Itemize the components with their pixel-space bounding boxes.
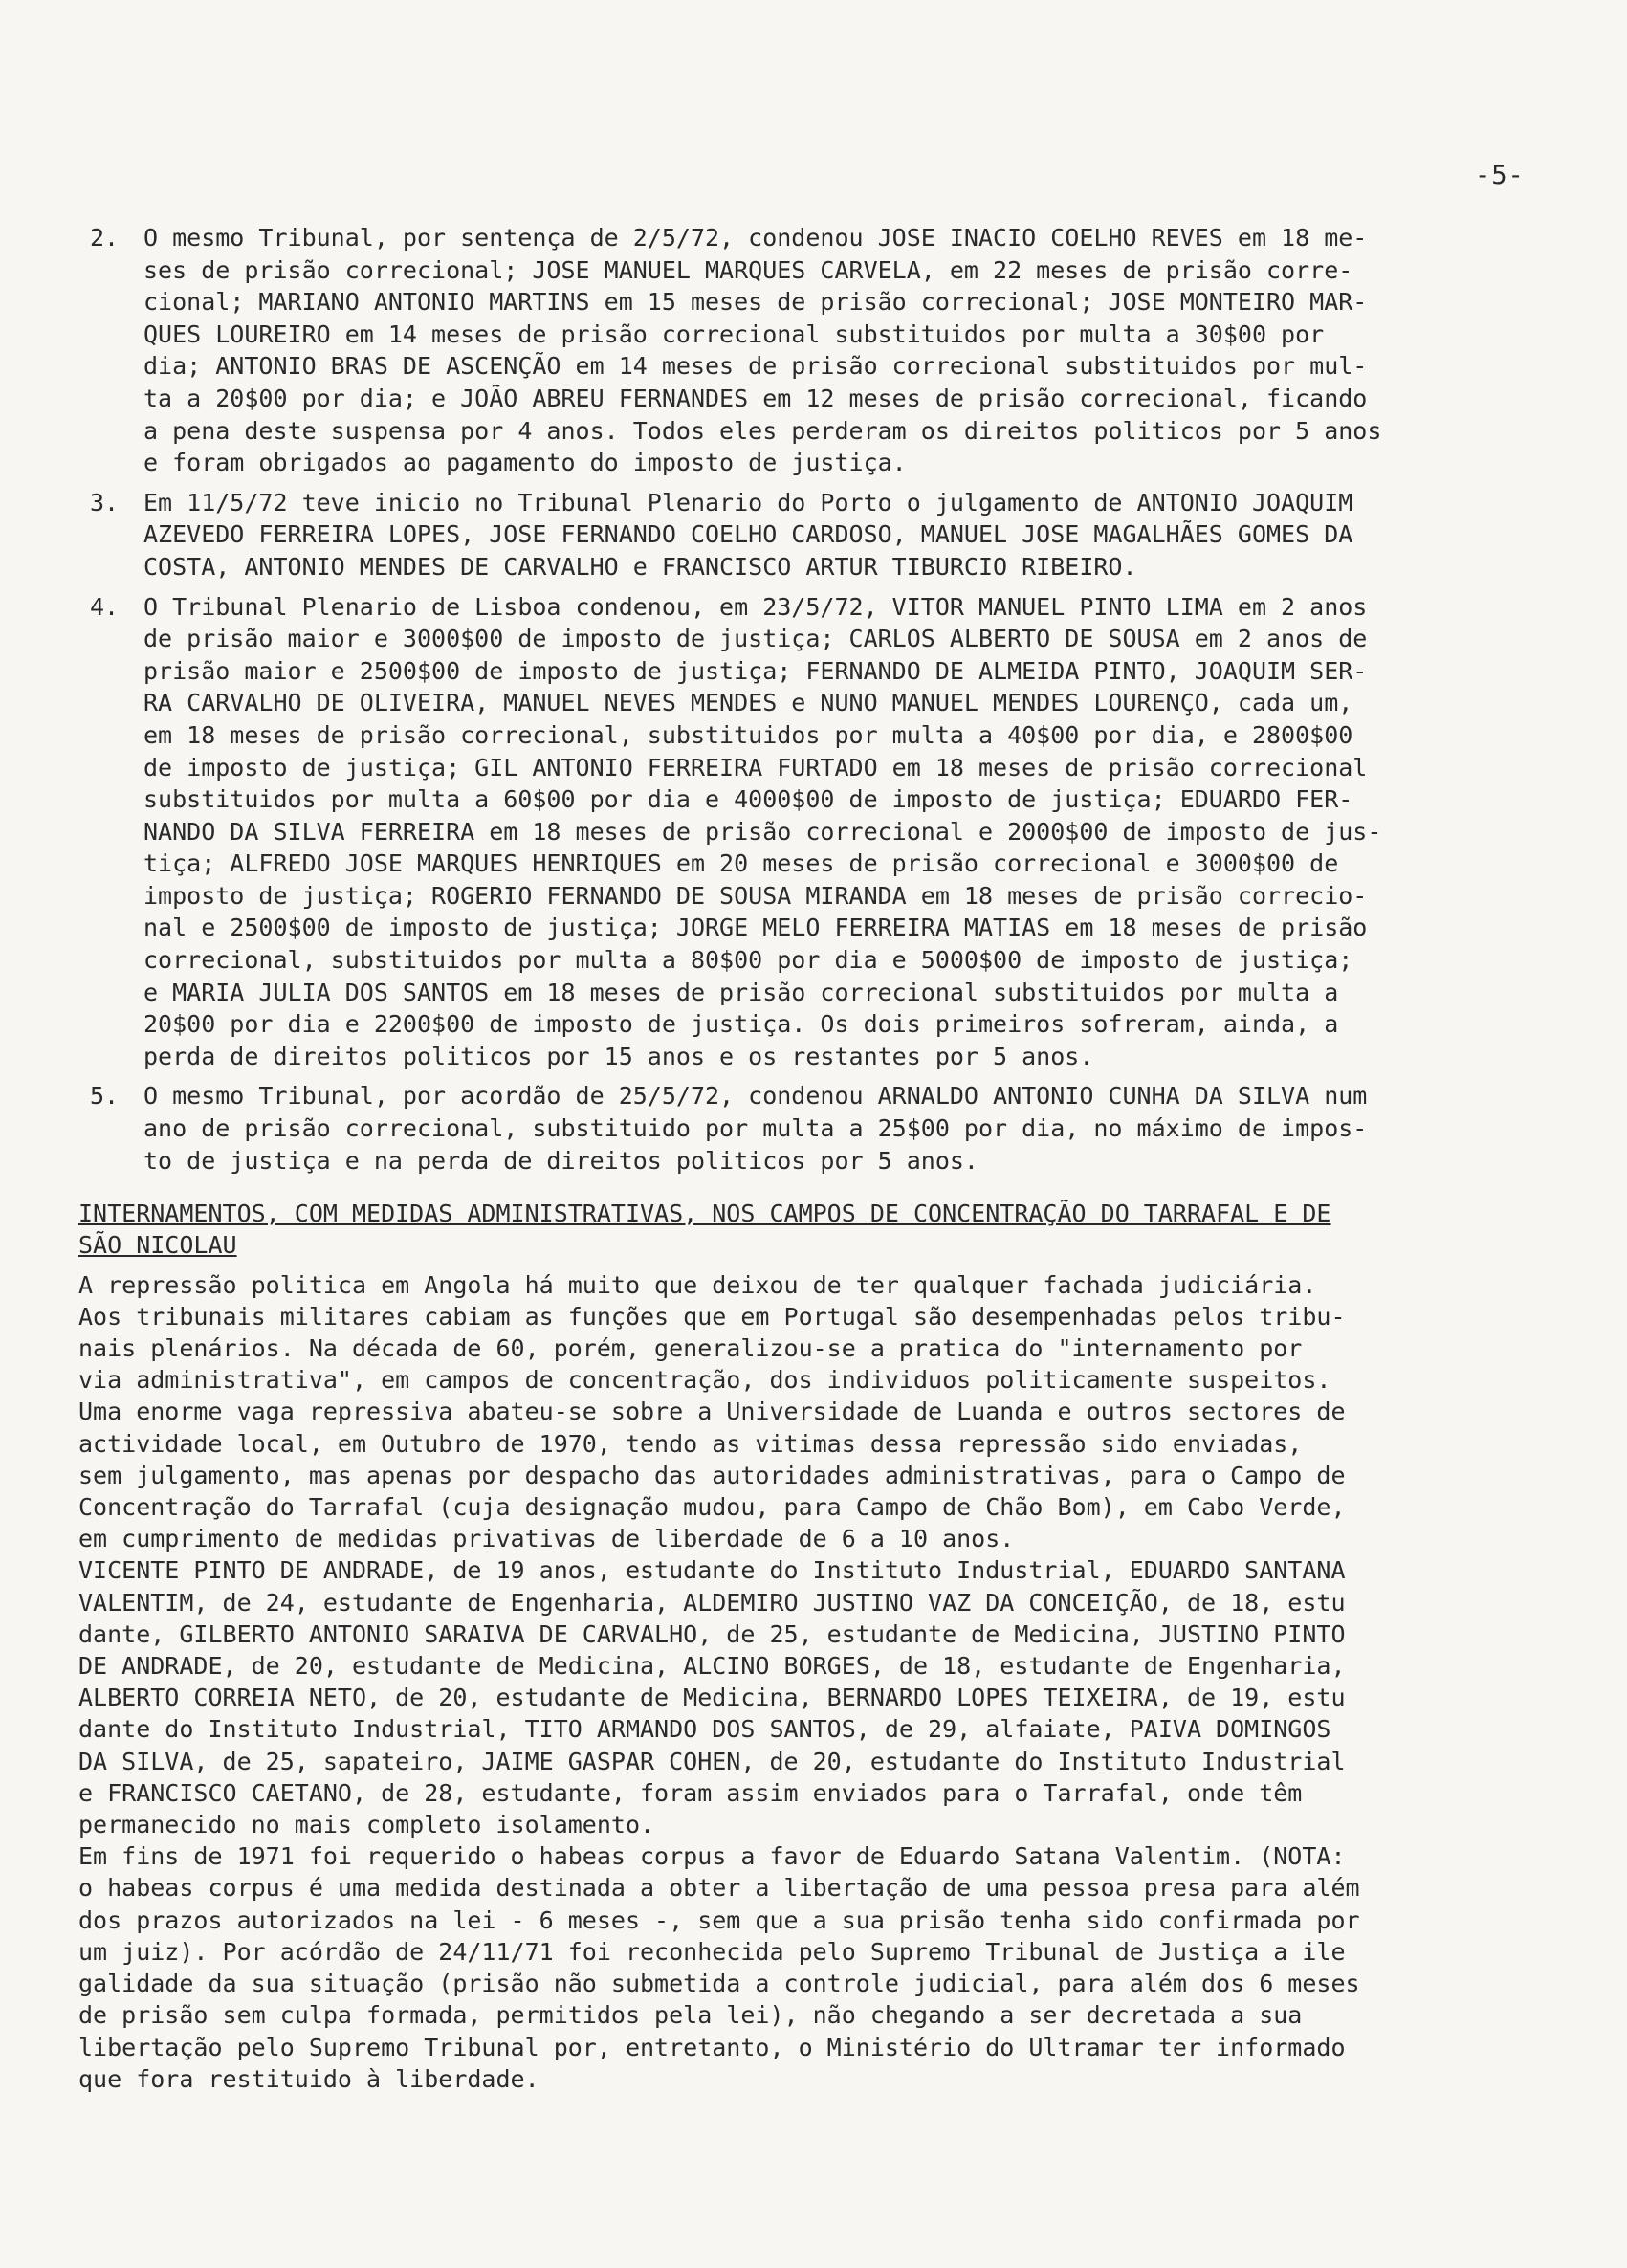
list-item xyxy=(90,222,1578,479)
text-line: ano de prisão correcional, substituido por multa a 25$00 por dia, no máximo de impos- xyxy=(143,1114,1368,1143)
text-line: Uma enorme vaga repressiva abateu-se sobre a Universidade de Luanda e outros sectores de xyxy=(78,1398,1346,1426)
text-line: NANDO DA SILVA FERREIRA em 18 meses de prisão correcional e 2000$00 de imposto de jus- xyxy=(143,817,1382,846)
text-line: tiça; ALFREDO JOSE MARQUES HENRIQUES em 20 meses de prisão correcional e 3000$00 de xyxy=(143,849,1339,878)
text-line: O mesmo Tribunal, por acordão de 25/5/72, condenou ARNALDO ANTONIO CUNHA DA SILVA num xyxy=(143,1082,1368,1111)
text-line: e MARIA JULIA DOS SANTOS em 18 meses de prisão correcional substituidos por multa a xyxy=(143,978,1339,1006)
item-number: 2. xyxy=(90,224,120,252)
internment-section xyxy=(78,1198,1578,2095)
item-number: 5. xyxy=(90,1082,120,1111)
list-item xyxy=(90,487,1578,584)
text-line: de imposto de justiça; GIL ANTONIO FERREIRA FURTADO em 18 meses de prisão correcional xyxy=(143,753,1368,782)
text-line: COSTA, ANTONIO MENDES DE CARVALHO e FRANCISCO ARTUR TIBURCIO RIBEIRO. xyxy=(143,552,1137,581)
text-line: correcional, substituidos por multa a 80$00 por dia e 5000$00 de imposto de justiça; xyxy=(143,946,1353,975)
text-line: VICENTE PINTO DE ANDRADE, de 19 anos, estudante do Instituto Industrial, EDUARDO SANTANA xyxy=(78,1556,1346,1585)
text-line: to de justiça e na perda de direitos politicos por 5 anos. xyxy=(143,1146,978,1175)
text-line: dante do Instituto Industrial, TITO ARMANDO DOS SANTOS, de 29, alfaiate, PAIVA DOMINGOS xyxy=(78,1715,1331,1744)
text-line: dia; ANTONIO BRAS DE ASCENÇÃO em 14 meses de prisão correcional substituidos por mul- xyxy=(143,352,1368,381)
text-line: DE ANDRADE, de 20, estudante de Medicina, ALCINO BORGES, de 18, estudante de Engenharia, xyxy=(78,1652,1346,1681)
text-line: 20$00 por dia e 2200$00 de imposto de justiça. Os dois primeiros sofreram, ainda, a xyxy=(143,1010,1339,1039)
text-line: o habeas corpus é uma medida destinada a obter a libertação de uma pessoa presa para além xyxy=(78,1874,1360,1903)
heading-line: INTERNAMENTOS, COM MEDIDAS ADMINISTRATIVAS, NOS CAMPOS DE CONCENTRAÇÃO DO TARRAFAL E DE xyxy=(78,1200,1331,1228)
list-item xyxy=(90,591,1578,1073)
text-line: Aos tribunais militares cabiam as funções que em Portugal são desempenhadas pelos tribu- xyxy=(78,1302,1346,1331)
text-line: perda de direitos politicos por 15 anos e os restantes por 5 anos. xyxy=(143,1042,1094,1070)
text-line: actividade local, em Outubro de 1970, tendo as vitimas dessa repressão sido enviadas, xyxy=(78,1429,1303,1458)
text-line: prisão maior e 2500$00 de imposto de justiça; FERNANDO DE ALMEIDA PINTO, JOAQUIM SER- xyxy=(143,656,1368,685)
text-line: Em 11/5/72 teve inicio no Tribunal Plenario do Porto o julgamento de ANTONIO JOAQUIM xyxy=(143,488,1353,517)
text-line: que fora restituido à liberdade. xyxy=(78,2064,539,2093)
text-line: galidade da sua situação (prisão não submetida a controle judicial, para além dos 6 meses xyxy=(78,1970,1360,1998)
text-line: O mesmo Tribunal, por sentença de 2/5/72, condenou JOSE INACIO COELHO REVES em 18 me- xyxy=(143,224,1368,252)
section-heading xyxy=(78,1198,1578,1261)
text-line: Em fins de 1971 foi requerido o habeas corpus a favor de Eduardo Satana Valentim. (NOTA: xyxy=(78,1842,1346,1871)
text-line: dos prazos autorizados na lei - 6 meses -, sem que a sua prisão tenha sido confirmada por xyxy=(78,1905,1360,1934)
text-line: permanecido no mais completo isolamento. xyxy=(78,1811,655,1839)
text-line: O Tribunal Plenario de Lisboa condenou, em 23/5/72, VITOR MANUEL PINTO LIMA em 2 anos xyxy=(143,592,1368,621)
text-line: de prisão sem culpa formada, permitidos pela lei), não chegando a ser decretada a sua xyxy=(78,2001,1303,2030)
text-line: A repressão politica em Angola há muito que deixou de ter qualquer fachada judiciária. xyxy=(78,1270,1317,1299)
text-line: em 18 meses de prisão correcional, substituidos por multa a 40$00 por dia, e 2800$00 xyxy=(143,720,1353,749)
heading-line: SÃO NICOLAU xyxy=(78,1231,237,1260)
text-line: em cumprimento de medidas privativas de liberdade de 6 a 10 anos. xyxy=(78,1525,1015,1553)
item-number: 3. xyxy=(90,488,120,517)
text-line: RA CARVALHO DE OLIVEIRA, MANUEL NEVES MENDES e NUNO MANUEL MENDES LOURENÇO, cada um, xyxy=(143,689,1353,717)
text-line: ta a 20$00 por dia; e JOÃO ABREU FERNANDES em 12 meses de prisão correcional, ficando xyxy=(143,384,1368,412)
text-line: via administrativa", em campos de concentração, dos individuos politicamente suspeitos. xyxy=(78,1366,1331,1395)
text-line: AZEVEDO FERREIRA LOPES, JOSE FERNANDO COELHO CARDOSO, MANUEL JOSE MAGALHÃES GOMES DA xyxy=(143,520,1353,549)
text-line: dante, GILBERTO ANTONIO SARAIVA DE CARVALHO, de 25, estudante de Medicina, JUSTINO PINTO xyxy=(78,1619,1346,1648)
list-item xyxy=(90,1080,1578,1177)
text-line: nal e 2500$00 de imposto de justiça; JORGE MELO FERREIRA MATIAS em 18 meses de prisão xyxy=(143,914,1368,942)
text-line: ses de prisão correcional; JOSE MANUEL MARQUES CARVELA, em 22 meses de prisão corre- xyxy=(143,255,1353,284)
text-line: substituidos por multa a 60$00 por dia e 4000$00 de imposto de justiça; EDUARDO FER- xyxy=(143,785,1353,814)
text-line: sem julgamento, mas apenas por despacho das autoridades administrativas, para o Campo de xyxy=(78,1461,1346,1489)
text-line: a pena deste suspensa por 4 anos. Todos eles perderam os direitos politicos por 5 anos xyxy=(143,416,1382,445)
text-line: e foram obrigados ao pagamento do imposto de justiça. xyxy=(143,449,907,477)
text-line: ALBERTO CORREIA NETO, de 20, estudante de Medicina, BERNARDO LOPES TEIXEIRA, de 19, estu xyxy=(78,1684,1346,1712)
text-line: cional; MARIANO ANTONIO MARTINS em 15 meses de prisão correcional; JOSE MONTEIRO MAR- xyxy=(143,288,1368,317)
page-number: -5- xyxy=(1475,161,1525,190)
text-line: QUES LOUREIRO em 14 meses de prisão correcional substituidos por multa a 30$00 por xyxy=(143,319,1325,348)
text-line: de prisão maior e 3000$00 de imposto de justiça; CARLOS ALBERTO DE SOUSA em 2 anos de xyxy=(143,625,1368,653)
document-body xyxy=(78,222,1578,2095)
text-line: um juiz). Por acórdão de 24/11/71 foi reconhecida pelo Supremo Tribunal de Justiça a ile xyxy=(78,1937,1346,1966)
text-line: libertação pelo Supremo Tribunal por, entretanto, o Ministério do Ultramar ter informado xyxy=(78,2033,1346,2061)
text-line: e FRANCISCO CAETANO, de 28, estudante, foram assim enviados para o Tarrafal, onde têm xyxy=(78,1778,1303,1807)
text-line: VALENTIM, de 24, estudante de Engenharia, ALDEMIRO JUSTINO VAZ DA CONCEIÇÃO, de 18, estu xyxy=(78,1588,1346,1617)
item-number: 4. xyxy=(90,592,120,621)
text-line: DA SILVA, de 25, sapateiro, JAIME GASPAR COHEN, de 20, estudante do Instituto Industrial xyxy=(78,1747,1346,1775)
text-line: Concentração do Tarrafal (cuja designação mudou, para Campo de Chão Bom), em Cabo Verde, xyxy=(78,1493,1346,1522)
text-line: nais plenários. Na década de 60, porém, generalizou-se a pratica do "internamento por xyxy=(78,1334,1303,1363)
text-line: imposto de justiça; ROGERIO FERNANDO DE SOUSA MIRANDA em 18 meses de prisão correcio- xyxy=(143,881,1368,910)
